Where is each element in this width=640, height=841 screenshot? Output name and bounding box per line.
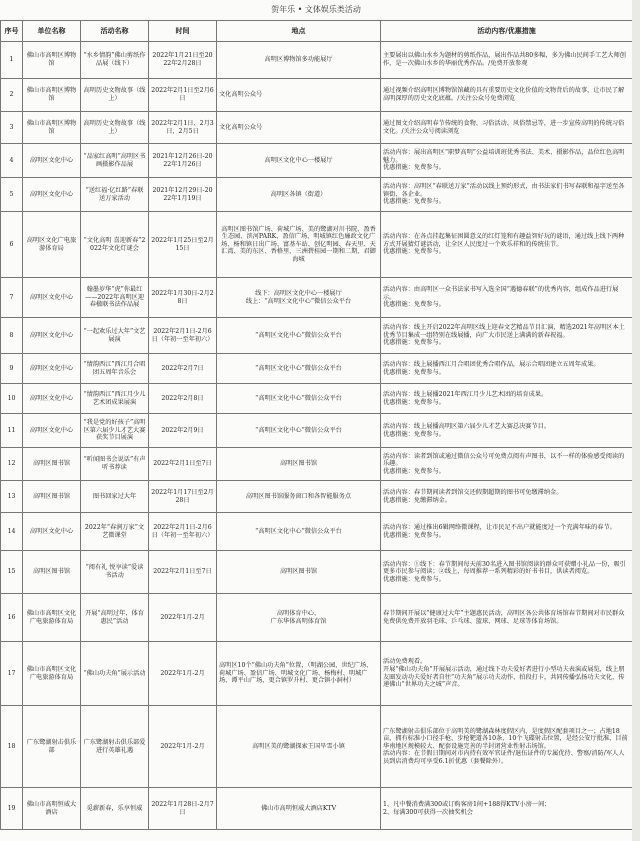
- row-number: 12: [1, 448, 23, 481]
- unit-name: 高明区文化中心: [23, 278, 81, 318]
- unit-name: 佛山市高明区文化广电旅游体育局: [23, 642, 81, 706]
- activity-name: 广东鹭湖射击俱乐部爱进行英雄礼遇: [81, 706, 149, 788]
- activity-content: 活动内容：线上展播2021年西江月少儿艺术团的培育成果。 优惠措施：免费参与。: [381, 384, 633, 414]
- unit-name: 佛山市高明区博物馆: [23, 79, 81, 112]
- unit-name: 佛山市高明区文化广电旅游体育局: [23, 594, 81, 642]
- page-title: 贺年乐 • 文体娱乐类活动: [271, 5, 361, 14]
- row-number: 13: [1, 481, 23, 513]
- unit-name: 高明区文化中心: [23, 384, 81, 414]
- unit-name: 佛山市高明区博物馆: [23, 112, 81, 144]
- activity-place: “高明区文化中心”微信公众平台: [217, 513, 381, 551]
- activity-time: 2022年2月1日至7日: [149, 551, 217, 594]
- activity-name: “送红福·亿红路”春联送万家活动: [81, 178, 149, 212]
- table-row: [1, 112, 633, 144]
- row-number: 11: [1, 414, 23, 448]
- row-number: 2: [1, 79, 23, 112]
- unit-name: 高明区文化中心: [23, 513, 81, 551]
- activity-content: 通过视频介绍高明区博物馆馆藏的具有重要历史文化价值的文物背后的故事，让市民了解高明深厚的历史文化底蕴。/关注公众号免费浏览: [381, 79, 633, 112]
- activity-content: 活动内容：线上展播西江月合唱团优秀合唱作品，展示合唱团建立五周年成果。 优惠措施：免费参与。: [381, 354, 633, 384]
- activity-place: 高明区文化中心一楼展厅: [217, 144, 381, 178]
- activity-content: 活动内容：通过推出6辑网络微课程，让市民足不出户就能度过一个充满年味的春节。 优惠措施：免费参与。: [381, 513, 633, 551]
- activity-name: “品家红高明”高明区书画摄影作品展: [81, 144, 149, 178]
- activity-place: 高明区图书馆: [217, 448, 381, 481]
- activity-name: “文化高明 喜迎新春”2022年文化灯谜会: [81, 212, 149, 278]
- activity-time: 2022年2月7日: [149, 354, 217, 384]
- activity-time: 2022年2月9日: [149, 414, 217, 448]
- activity-time: 2022年1月21日至2022年2月28日: [149, 42, 217, 79]
- table-row: [1, 278, 633, 318]
- activity-place: 高明区图书馆广场、荷城广场、美的鹭湖对川书院、盈香生态园、滨河PARK、盈信广场、明城镇红色廉政文化广场、杨和镇日出广场、富基车站、创亿明园、春天里、天汇湾、美的东区、香格里、三洲碧桂园一期和二期、君御海城: [217, 212, 381, 278]
- activity-time: 2021年12月29日-2022年1月19日: [149, 178, 217, 212]
- activity-place: 高明区10个“佛山功夫角”位置，（明湖公园、世纪广场、荷城广场、盈信广场、明城文化广场、杨梅村、明城广场、谭平山广场、更合镇罗升村、更合镇小洞村）: [217, 642, 381, 706]
- table-row: [1, 212, 633, 278]
- row-number: 4: [1, 144, 23, 178]
- activity-time: 2022年2月1日至2月6日: [149, 79, 217, 112]
- activity-content: 活动内容：高明区“春联送万家”活动以线上预约形式，由书法家们书写春联和福字送至各镇街、各企业。 优惠措施：免费参与。: [381, 178, 633, 212]
- activity-time: 2022年2月1日、2月3日，2月5日: [149, 112, 217, 144]
- row-number: 17: [1, 642, 23, 706]
- activity-time: 2022年1月30日-2月28日: [149, 278, 217, 318]
- activity-content: 活动内容：读者到馆或通过微信公众号可免费点阅有声图书，以不一样的体验感受阅读的乐趣。 优惠措施：免费参与。: [381, 448, 633, 481]
- activity-time: 2022年1月-2月: [149, 642, 217, 706]
- unit-name: 高明区文化广电旅游体育局: [23, 212, 81, 278]
- column-header: 序号: [1, 21, 23, 42]
- activity-time: 2021年12月26日-2022年1月26日: [149, 144, 217, 178]
- activity-content: 1、凡中餐消费满300或订购客房1间+188得KTV小房一间； 2、每满300可获得一次抽奖机会: [381, 788, 633, 830]
- activity-content: 活动内容：线上开启2022年高明区线上迎春文艺精品节目汇演，精选2021年高明区本土优秀节目集成一组特别在线展播，向广大市民送上满满的新春祝福。 优惠措施：免费参与。: [381, 318, 633, 354]
- row-number: 16: [1, 594, 23, 642]
- table-row: [1, 788, 633, 830]
- activity-content: 活动内容：线上展播高明区第六届少儿才艺大赛总决赛节目。 优惠措施：免费参与。: [381, 414, 633, 448]
- activity-time: 2022年1月28日-2月7日: [149, 788, 217, 830]
- activity-place: 高明区各镇（街道）: [217, 178, 381, 212]
- activity-place: “高明区文化中心”微信公众平台: [217, 384, 381, 414]
- activity-time: 2022年2月8日: [149, 384, 217, 414]
- activity-name: “情韵西江”西江月合唱团五周年音乐会: [81, 354, 149, 384]
- row-number: 14: [1, 513, 23, 551]
- unit-name: 高明区文化中心: [23, 414, 81, 448]
- activity-name: 觅薪新春，乐享恒威: [81, 788, 149, 830]
- unit-name: 高明区文化中心: [23, 354, 81, 384]
- row-number: 15: [1, 551, 23, 594]
- activity-content: 广东鹭湖射击俱乐部位于高明美的鹭湖森林度假区内，是度假区配套项目之一；占地18亩，拥有标准小口径手枪、步枪靶道各10条，10个飞碟射击位置，是经公安厅批准，目前华南地区规模较大、配套设施完善的半封闭营业性射击场馆。 活动内容：在节假日期间对市内持有效军官证件/退伍证件的专属优待、警察/消防/军人人员到店消费均可享受6.1折优惠（套餐除外）。: [381, 706, 633, 788]
- activity-name: “一起欢乐过大年”文艺展演: [81, 318, 149, 354]
- activity-content: 通过图文介绍高明春节传统的食物、习俗活动、风俗禁忌等，进一步宣传高明的传统习俗文化。/关注公众号阅读浏览: [381, 112, 633, 144]
- table-row: [1, 414, 633, 448]
- activity-time: 2022年1月-2月: [149, 594, 217, 642]
- activity-content: 春节期间开展以“健康过大年”主题惠民活动，高明区各公共体育场馆春节期间对市民群众免费供免费开放羽毛球、乒乓球、篮球、网球、足球等体育场馆。: [381, 594, 633, 642]
- unit-name: 佛山市高明区博物馆: [23, 42, 81, 79]
- activity-place: 佛山市高明恒威大酒店KTV: [217, 788, 381, 830]
- table-row: [1, 706, 633, 788]
- activity-place: 高明区图书馆: [217, 551, 381, 594]
- column-header: 地点: [217, 21, 381, 42]
- activity-place: “高明区文化中心”微信公众平台: [217, 318, 381, 354]
- row-number: 9: [1, 354, 23, 384]
- unit-name: 高明区文化中心: [23, 144, 81, 178]
- table-row: [1, 318, 633, 354]
- unit-name: 高明区图书馆: [23, 481, 81, 513]
- row-number: 19: [1, 788, 23, 830]
- activity-name: 2022年“春润万家”文艺微课堂: [81, 513, 149, 551]
- table-row: [1, 481, 633, 513]
- activity-time: 2022年2月1日-2月6日（年初一至年初六）: [149, 513, 217, 551]
- unit-name: 广东鹭湖射击俱乐部: [23, 706, 81, 788]
- activity-name: 高明历史文物故事（线上）: [81, 79, 149, 112]
- column-header: 时间: [149, 21, 217, 42]
- activity-time: 2022年1月17日至2月28日: [149, 481, 217, 513]
- table-row: [1, 594, 633, 642]
- activity-content: 活动内容：在各点挂起集征困圆意义的红灯笼和有趣益智好玩的谜语，通过线上线下两种方式开展猜灯谜活动，让全区人民度过一个欢乐祥和的传统佳节。 优惠措施：免费参与。: [381, 212, 633, 278]
- column-header: 活动名称: [81, 21, 149, 42]
- activity-content: 活动内容：展出高明区“职梦高明”公益培训班优秀书法、美术、摄影作品，品位红色高明魅力。 优惠措施：免费参与。: [381, 144, 633, 178]
- activity-place: “高明区文化中心”微信公众平台: [217, 414, 381, 448]
- activity-name: 图书回家过大年: [81, 481, 149, 513]
- activity-name: “我是党的好孩子”高明区第六届少儿才艺大赛获奖节目展演: [81, 414, 149, 448]
- activity-name: 翰墨岁华“虎”你最红——2022年高明区迎春楹联书法作品展: [81, 278, 149, 318]
- table-row: [1, 448, 633, 481]
- activity-content: 活动内容：春节期间读者到馆交还假期超期的图书可免缴滞纳金。 优惠措施：免缴滞纳金。: [381, 481, 633, 513]
- activity-place: 高明区图书馆服务窗口和各智能服务点: [217, 481, 381, 513]
- column-header: 活动内容/优惠措施: [381, 21, 633, 42]
- activity-content: 主要展出以佛山水乡为题材的剪纸作品，展出作品共80多幅，多为佛山民间手工艺大师创作，是一次佛山水乡的华丽优秀作品。/免费开放参观: [381, 42, 633, 79]
- page-edge: [632, 0, 640, 841]
- activity-name: 高明历史文物故事（线上）: [81, 112, 149, 144]
- row-number: 1: [1, 42, 23, 79]
- unit-name: 高明区图书馆: [23, 551, 81, 594]
- table-row: [1, 642, 633, 706]
- unit-name: 高明区图书馆: [23, 448, 81, 481]
- row-number: 3: [1, 112, 23, 144]
- activity-name: “听闻图书会说话”有声听书荐读: [81, 448, 149, 481]
- row-number: 18: [1, 706, 23, 788]
- column-header: 单位名称: [23, 21, 81, 42]
- activity-place: 文化高明公众号: [217, 79, 381, 112]
- table-row: [1, 144, 633, 178]
- activity-content: 活动内容：由高明区一众书法家书写入选全国“遇德春联”的优秀内容，组成作品进行展示。 优惠措施：免费参与。: [381, 278, 633, 318]
- activity-time: 2022年2月1日-2月6日（年初一至年初六）: [149, 318, 217, 354]
- activity-name: 开展“高明过年，体育惠民”活动: [81, 594, 149, 642]
- activity-name: “阅有礼 悦享读”爱读书活动: [81, 551, 149, 594]
- row-number: 6: [1, 212, 23, 278]
- row-number: 5: [1, 178, 23, 212]
- activity-content: 活动免费观看。 开展“佛山功夫角”开展展示活动，通过线下功夫爱好者进行小型功夫表演或展览，线上朋友圈发动功夫爱好者自往“功夫角”展示功夫动作、拍段打卡，共同传播弘扬功夫文化，传递佛山“世界功夫之城”声音。: [381, 642, 633, 706]
- activity-content: 活动内容：①线下：春节期间每天前30名进入图书馆阅读的群众可获赠小礼品一份，吸引更多市民参与阅读；②线上，每周推荐一系列精彩的好书书目，供读者阅览。 优惠措施：免费参与。: [381, 551, 633, 594]
- activity-time: 2022年2月1日至7日: [149, 448, 217, 481]
- table-row: [1, 354, 633, 384]
- activity-place: 高明区美的鹭湖探索王国旱雪小镇: [217, 706, 381, 788]
- activities-table: [0, 20, 633, 830]
- activity-place: 高明区博物馆多功能展厅: [217, 42, 381, 79]
- unit-name: 高明区文化中心: [23, 178, 81, 212]
- row-number: 7: [1, 278, 23, 318]
- table-row: [1, 384, 633, 414]
- table-row: [1, 42, 633, 79]
- unit-name: 佛山市高明恒威大酒店: [23, 788, 81, 830]
- row-number: 8: [1, 318, 23, 354]
- table-row: [1, 551, 633, 594]
- activity-place: 文化高明公众号: [217, 112, 381, 144]
- activity-name: “情韵西江”西江月少儿艺术团成果展演: [81, 384, 149, 414]
- unit-name: 高明区文化中心: [23, 318, 81, 354]
- activity-place: 线下：高明区文化中心一楼展厅 线上：“高明区文化中心”微信公众平台: [217, 278, 381, 318]
- table-row: [1, 513, 633, 551]
- activity-name: “水乡情韵”佛山剪纸作品展（线下）: [81, 42, 149, 79]
- activity-place: 高明体育中心、 广东华体高明体育馆: [217, 594, 381, 642]
- activity-time: 2022年1月25日至2月15日: [149, 212, 217, 278]
- activity-time: 2022年1月-2月: [149, 706, 217, 788]
- activity-place: “高明区文化中心”微信公众平台: [217, 354, 381, 384]
- table-header-row: [1, 21, 633, 42]
- activity-name: “佛山功夫角”展示活动: [81, 642, 149, 706]
- table-row: [1, 79, 633, 112]
- row-number: 10: [1, 384, 23, 414]
- table-row: [1, 178, 633, 212]
